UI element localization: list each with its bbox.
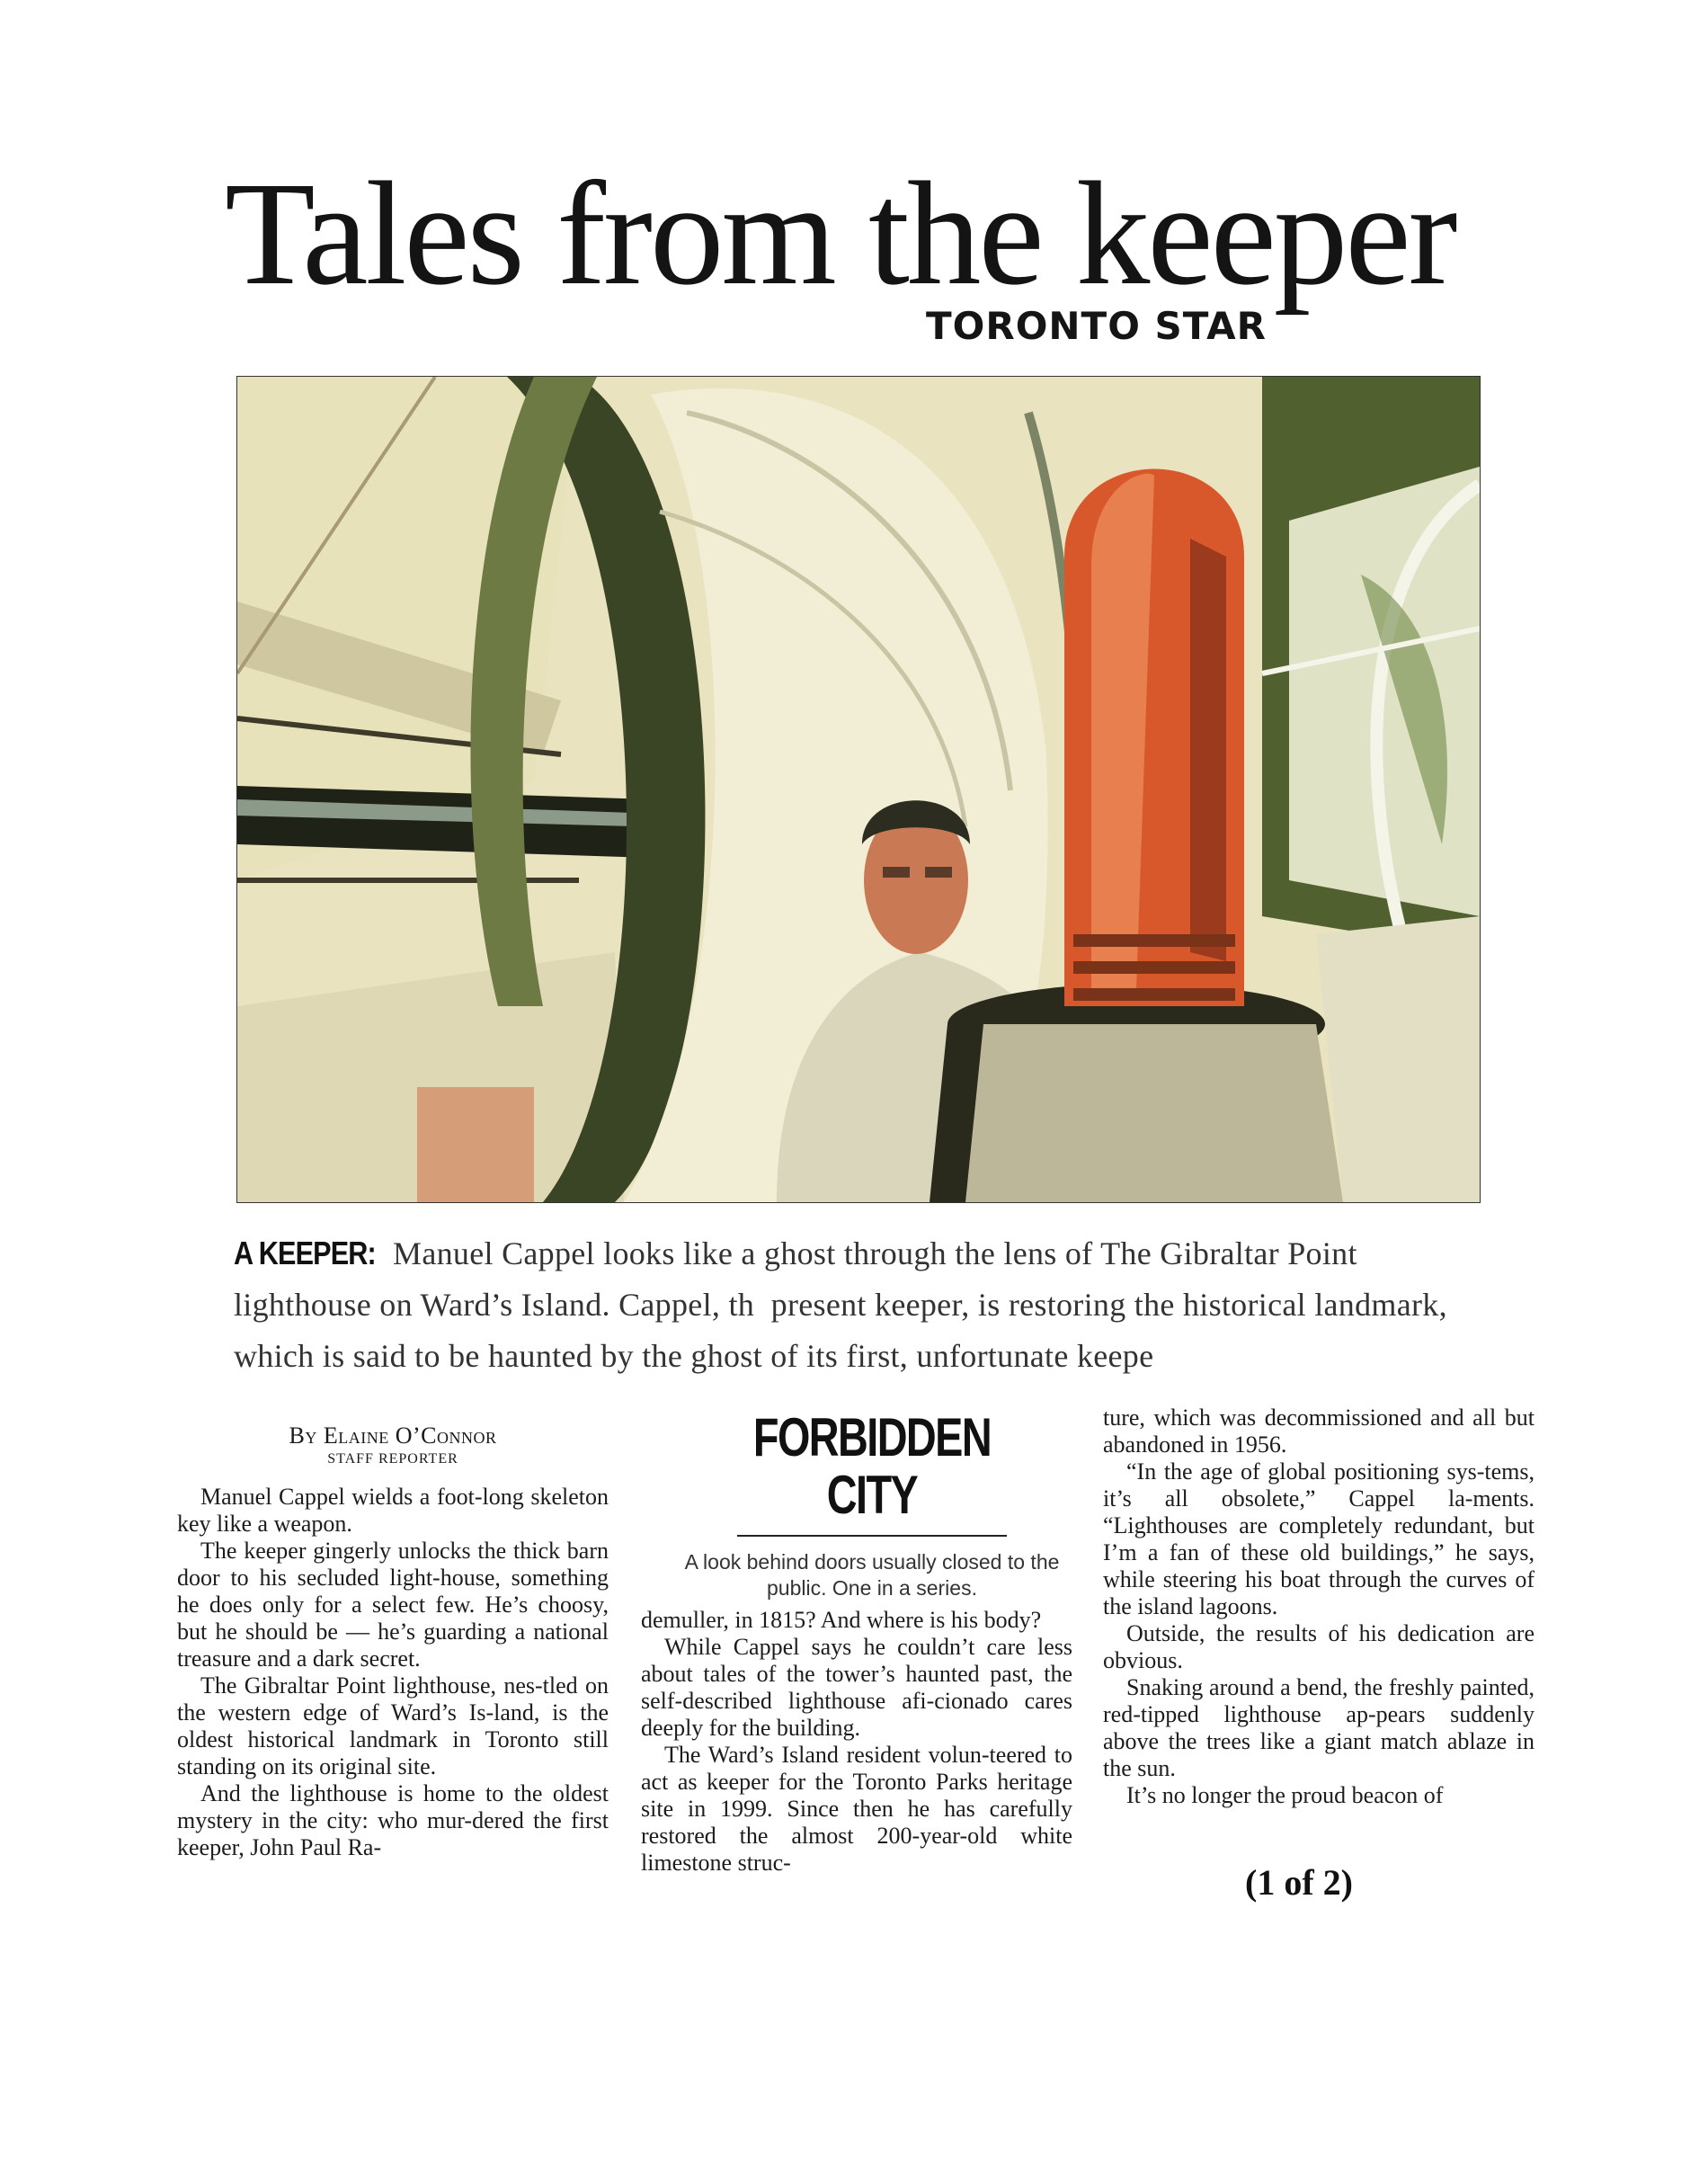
article-column-1 xyxy=(177,1484,609,1861)
paragraph: Outside, the results of his dedication are obvious. xyxy=(1103,1620,1535,1673)
series-title: FORBIDDEN CITY xyxy=(752,1407,992,1525)
photo-caption xyxy=(234,1227,1483,1382)
paragraph: Snaking around a bend, the freshly painted, red-tipped lighthouse ap-pears suddenly above the trees like a giant match ablaze in the sun. xyxy=(1103,1674,1535,1781)
source-label: TORONTO STAR xyxy=(926,304,1268,348)
caption-lead: A KEEPER: xyxy=(234,1235,376,1271)
series-description: A look behind doors usually closed to the public. One in a series. xyxy=(684,1550,1060,1600)
article-column-2 xyxy=(641,1607,1072,1877)
lighthouse-photo xyxy=(236,376,1481,1203)
photo-illustration xyxy=(237,377,1480,1202)
byline xyxy=(177,1422,609,1467)
paragraph: And the lighthouse is home to the oldest mystery in the city: who mur-dered the first keeper, John Paul Ra- xyxy=(177,1780,609,1860)
paragraph: The keeper gingerly unlocks the thick barn door to his secluded light-house, something he does only for a select few. He’s choosy, but he should be — he’s guarding a national treasure and a dark secret. xyxy=(177,1538,609,1672)
series-rule xyxy=(737,1535,1007,1537)
caption-text: Manuel Cappel looks like a ghost through the lens of The Gibraltar Point lighthouse on Ward’s Island. Cappel, th present keeper, is restoring the historical landmark, which is said to be haunted by the ghost of its first, unfortunate keepe xyxy=(234,1235,1447,1374)
paragraph: The Ward’s Island resident volun-teered to act as keeper for the Toronto Parks heritage site in 1999. Since then he has carefully restored the almost 200-year-old white limestone struc- xyxy=(641,1742,1072,1876)
paragraph: While Cappel says he couldn’t care less about tales of the tower’s haunted past, the self-described lighthouse afi-cionado cares deeply for the building. xyxy=(641,1634,1072,1741)
paragraph: It’s no longer the proud beacon of xyxy=(1126,1782,1444,1808)
paragraph: demuller, in 1815? And where is his body? xyxy=(641,1607,1042,1633)
byline-name: By Elaine O’Connor xyxy=(289,1422,497,1449)
byline-role: STAFF REPORTER xyxy=(327,1451,458,1467)
article-column-3 xyxy=(1103,1404,1535,1809)
page-indicator: (1 of 2) xyxy=(1245,1862,1353,1903)
paragraph: Manuel Cappel wields a foot-long skeleton key like a weapon. xyxy=(177,1484,609,1537)
headline: Tales from the keeper xyxy=(225,151,1455,316)
series-sidebar xyxy=(683,1409,1061,1601)
paragraph: The Gibraltar Point lighthouse, nes-tled on the western edge of Ward’s Is-land, is the oldest historical landmark in Toronto still standing on its original site. xyxy=(177,1672,609,1779)
paragraph: “In the age of global positioning sys-tems, it’s all obsolete,” Cappel la-ments. “Lighthouses are completely redundant, but I’m a fan of these old buildings,” he says, while steering his boat through the curves of the island lagoons. xyxy=(1103,1458,1535,1619)
paragraph: ture, which was decommissioned and all but abandoned in 1956. xyxy=(1103,1404,1535,1458)
